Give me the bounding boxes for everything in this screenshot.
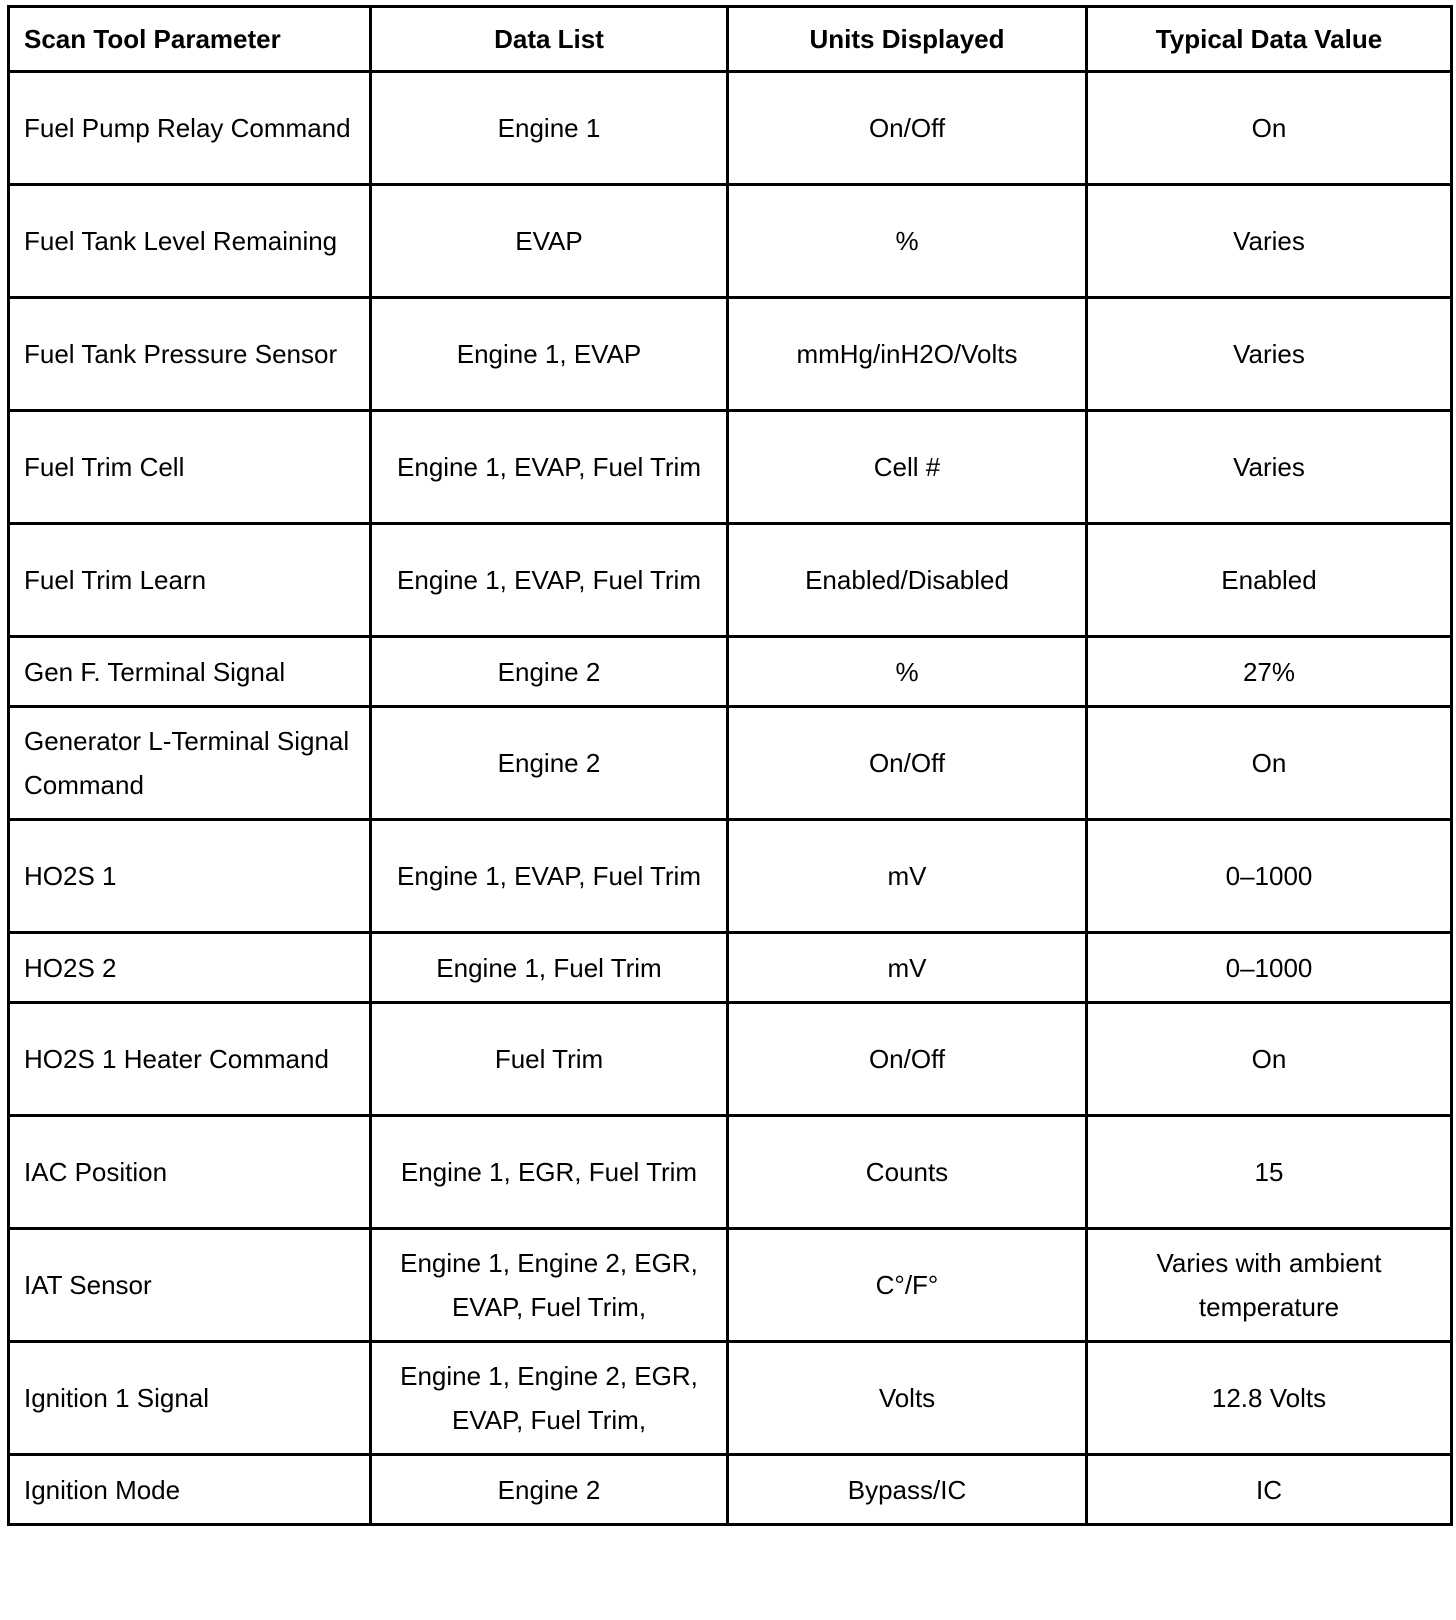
table-row bbox=[9, 1229, 1452, 1342]
cell-units: Counts bbox=[728, 1116, 1087, 1229]
cell-units: mV bbox=[728, 820, 1087, 933]
cell-parameter: IAC Position bbox=[9, 1116, 371, 1229]
cell-parameter: Ignition 1 Signal bbox=[9, 1342, 371, 1455]
cell-data-list: Engine 1, Engine 2, EGR, EVAP, Fuel Trim, bbox=[371, 1342, 728, 1455]
cell-units: On/Off bbox=[728, 72, 1087, 185]
cell-units: On/Off bbox=[728, 1003, 1087, 1116]
cell-units: Volts bbox=[728, 1342, 1087, 1455]
header-data-list: Data List bbox=[371, 7, 728, 72]
cell-data-list: Fuel Trim bbox=[371, 1003, 728, 1116]
cell-typical-value: 27% bbox=[1087, 637, 1452, 707]
cell-typical-value: 15 bbox=[1087, 1116, 1452, 1229]
cell-parameter: Fuel Trim Cell bbox=[9, 411, 371, 524]
cell-typical-value: IC bbox=[1087, 1455, 1452, 1525]
cell-units: % bbox=[728, 185, 1087, 298]
cell-data-list: Engine 1, Engine 2, EGR, EVAP, Fuel Trim, bbox=[371, 1229, 728, 1342]
cell-typical-value: Varies bbox=[1087, 185, 1452, 298]
scan-tool-data-table bbox=[7, 5, 1453, 1526]
table-row bbox=[9, 1003, 1452, 1116]
table-header-row bbox=[9, 7, 1452, 72]
table-row bbox=[9, 411, 1452, 524]
cell-units: C°/F° bbox=[728, 1229, 1087, 1342]
cell-parameter: Generator L-Terminal Signal Command bbox=[9, 707, 371, 820]
cell-units: On/Off bbox=[728, 707, 1087, 820]
header-scan-tool-parameter: Scan Tool Parameter bbox=[9, 7, 371, 72]
table-row bbox=[9, 637, 1452, 707]
cell-parameter: IAT Sensor bbox=[9, 1229, 371, 1342]
cell-units: Cell # bbox=[728, 411, 1087, 524]
cell-typical-value: On bbox=[1087, 72, 1452, 185]
cell-units: mV bbox=[728, 933, 1087, 1003]
cell-data-list: Engine 1, EVAP bbox=[371, 298, 728, 411]
cell-parameter: HO2S 2 bbox=[9, 933, 371, 1003]
table-row bbox=[9, 1342, 1452, 1455]
table-row bbox=[9, 1455, 1452, 1525]
cell-parameter: Gen F. Terminal Signal bbox=[9, 637, 371, 707]
table-row bbox=[9, 72, 1452, 185]
table-row bbox=[9, 298, 1452, 411]
cell-typical-value: 0–1000 bbox=[1087, 933, 1452, 1003]
cell-parameter: HO2S 1 Heater Command bbox=[9, 1003, 371, 1116]
cell-parameter: Fuel Pump Relay Command bbox=[9, 72, 371, 185]
cell-typical-value: 12.8 Volts bbox=[1087, 1342, 1452, 1455]
cell-units: mmHg/inH2O/Volts bbox=[728, 298, 1087, 411]
cell-typical-value: Varies bbox=[1087, 411, 1452, 524]
cell-data-list: Engine 1, EVAP, Fuel Trim bbox=[371, 411, 728, 524]
cell-typical-value: Varies with ambient temperature bbox=[1087, 1229, 1452, 1342]
table-row bbox=[9, 1116, 1452, 1229]
cell-data-list: Engine 2 bbox=[371, 1455, 728, 1525]
cell-data-list: Engine 1, EVAP, Fuel Trim bbox=[371, 820, 728, 933]
table-row bbox=[9, 933, 1452, 1003]
cell-data-list: Engine 2 bbox=[371, 637, 728, 707]
header-typical-data-value: Typical Data Value bbox=[1087, 7, 1452, 72]
header-units-displayed: Units Displayed bbox=[728, 7, 1087, 72]
cell-data-list: Engine 1 bbox=[371, 72, 728, 185]
cell-typical-value: 0–1000 bbox=[1087, 820, 1452, 933]
cell-parameter: Fuel Tank Level Remaining bbox=[9, 185, 371, 298]
cell-units: Bypass/IC bbox=[728, 1455, 1087, 1525]
cell-data-list: Engine 1, EGR, Fuel Trim bbox=[371, 1116, 728, 1229]
cell-typical-value: On bbox=[1087, 707, 1452, 820]
cell-parameter: HO2S 1 bbox=[9, 820, 371, 933]
cell-parameter: Fuel Trim Learn bbox=[9, 524, 371, 637]
cell-units: Enabled/Disabled bbox=[728, 524, 1087, 637]
cell-parameter: Ignition Mode bbox=[9, 1455, 371, 1525]
cell-units: % bbox=[728, 637, 1087, 707]
table-row bbox=[9, 524, 1452, 637]
table-row bbox=[9, 707, 1452, 820]
cell-data-list: Engine 2 bbox=[371, 707, 728, 820]
cell-typical-value: Enabled bbox=[1087, 524, 1452, 637]
table-row bbox=[9, 820, 1452, 933]
table-row bbox=[9, 185, 1452, 298]
cell-parameter: Fuel Tank Pressure Sensor bbox=[9, 298, 371, 411]
cell-data-list: EVAP bbox=[371, 185, 728, 298]
cell-data-list: Engine 1, Fuel Trim bbox=[371, 933, 728, 1003]
cell-data-list: Engine 1, EVAP, Fuel Trim bbox=[371, 524, 728, 637]
cell-typical-value: Varies bbox=[1087, 298, 1452, 411]
cell-typical-value: On bbox=[1087, 1003, 1452, 1116]
